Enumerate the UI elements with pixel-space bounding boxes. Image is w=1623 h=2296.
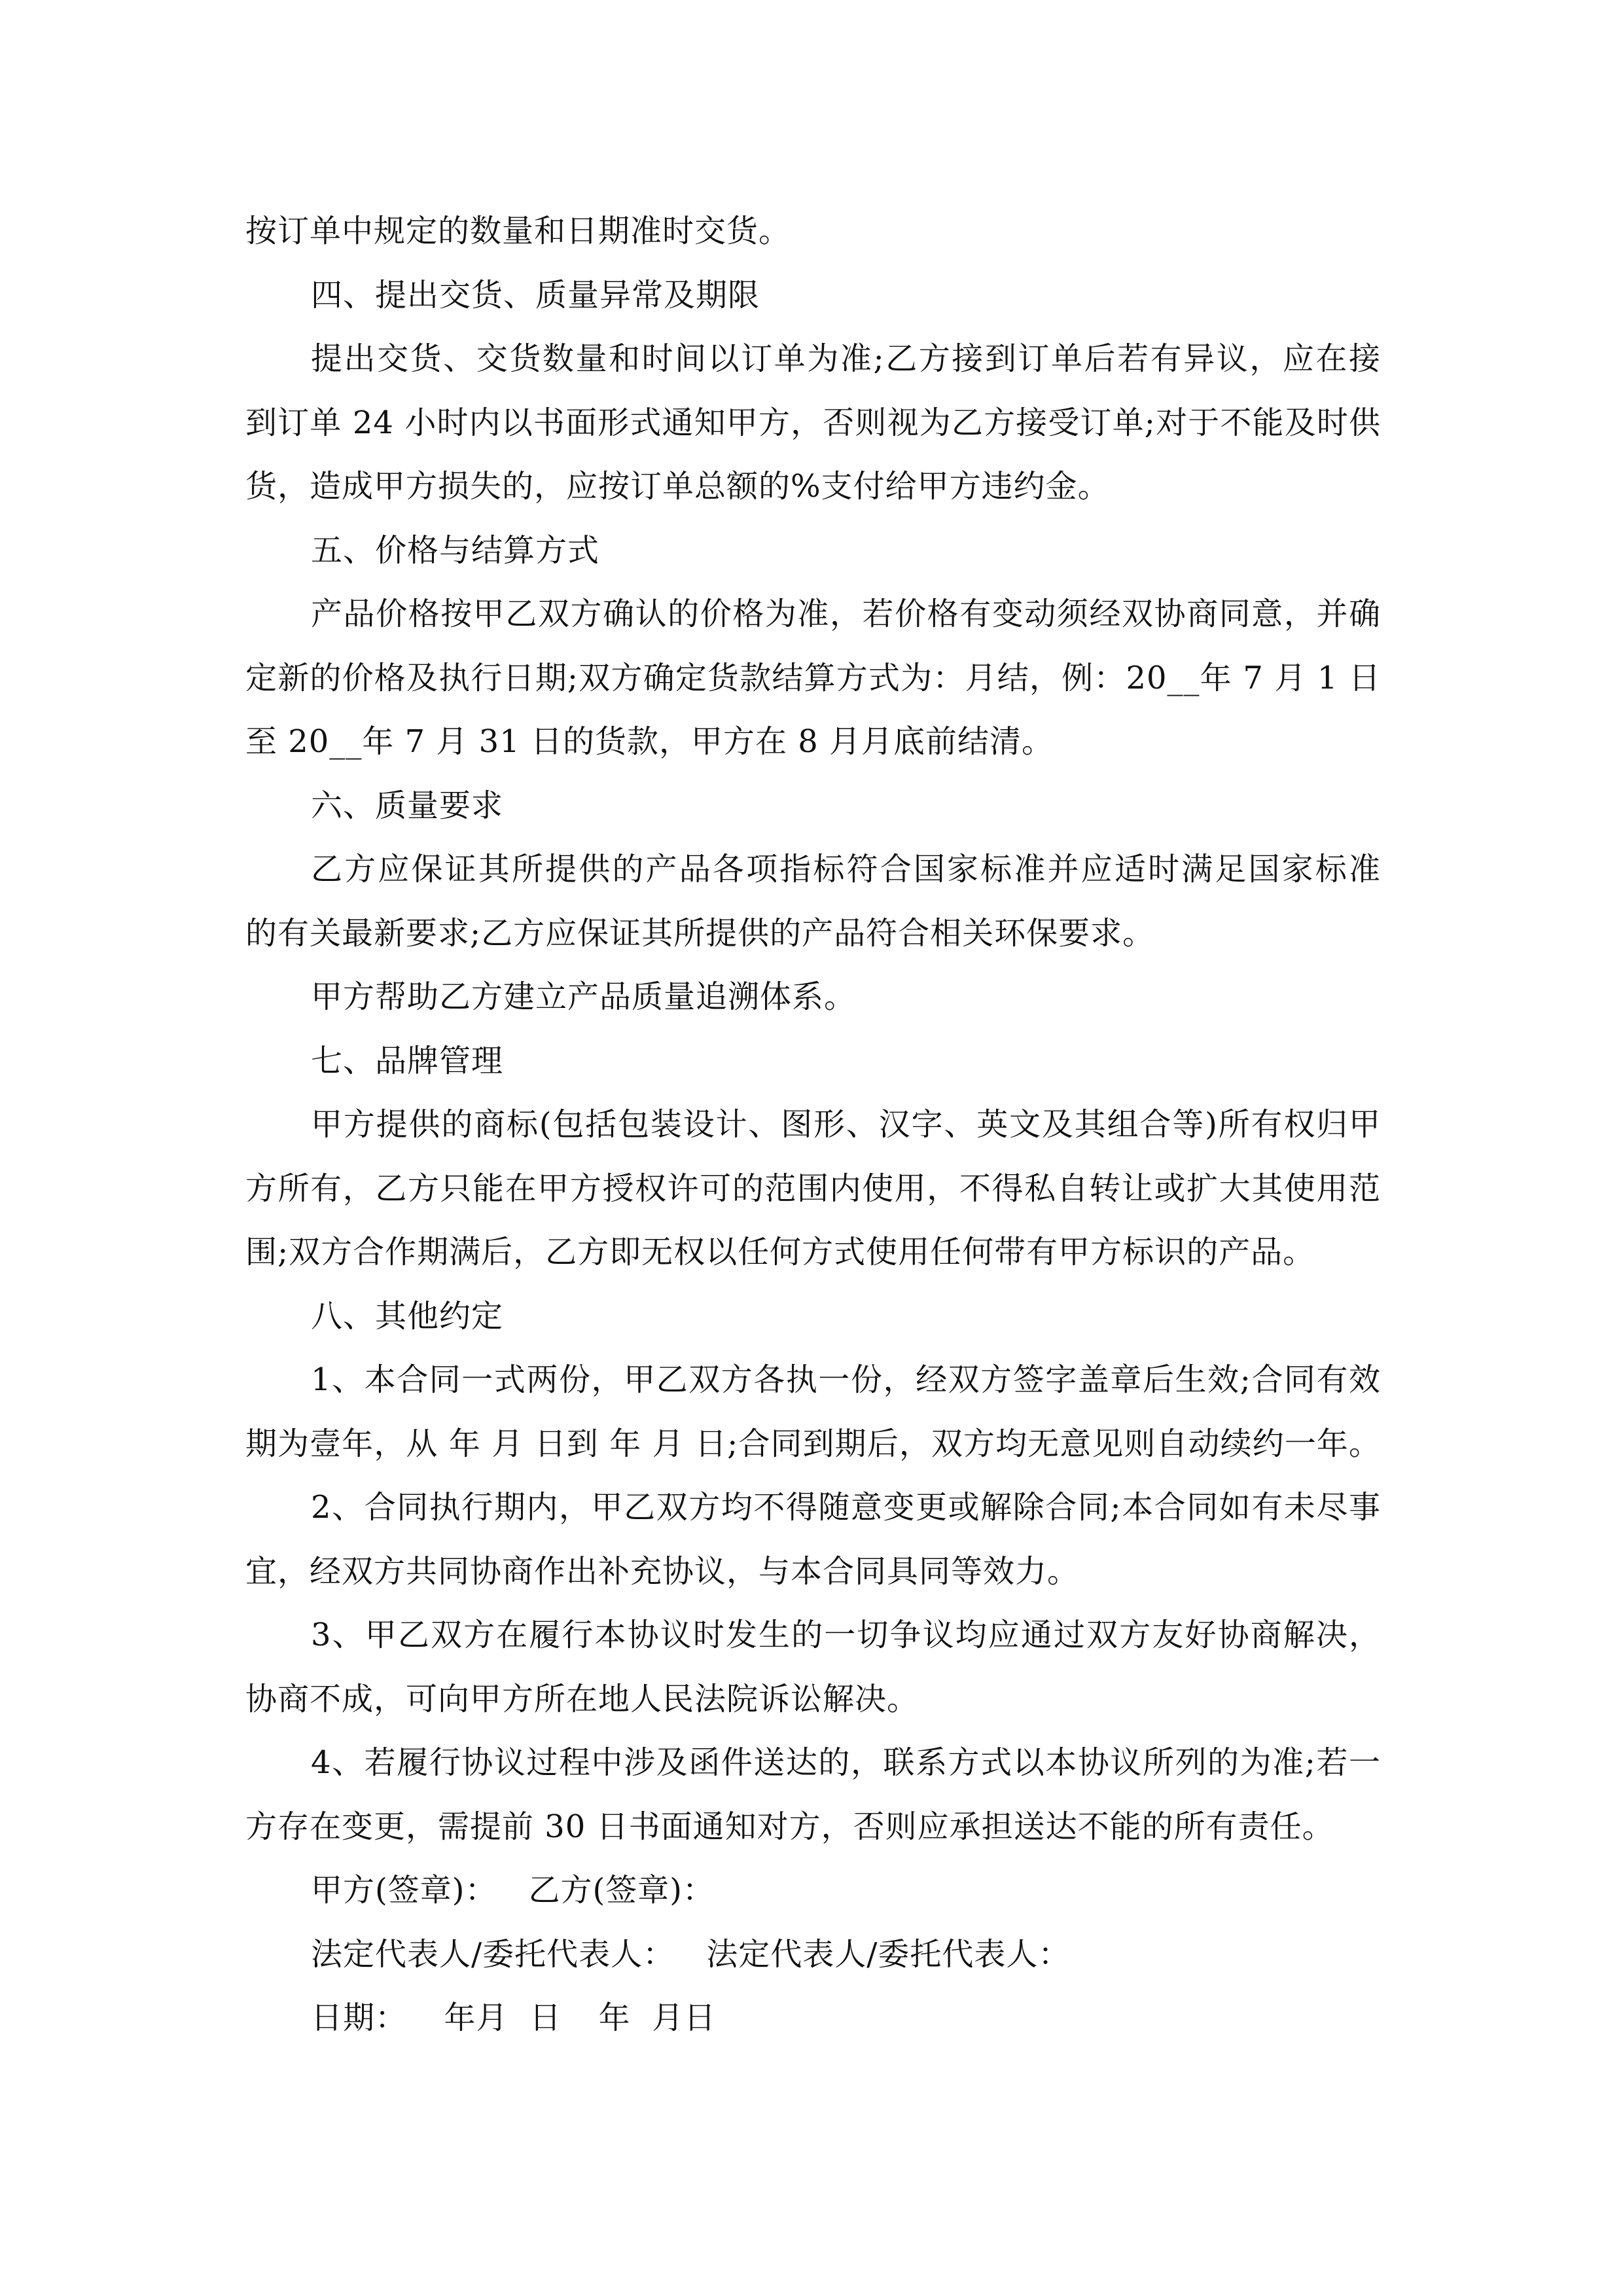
text-line: 协商不成，可向甲方所在地人民法院诉讼解决。 [245, 1680, 919, 1717]
section-heading-other: 八、其他约定 [311, 1297, 504, 1335]
text-line: 围;双方合作期满后，乙方即无权以任何方式使用任何带有甲方标识的产品。 [245, 1234, 1315, 1270]
party-a-signature-label: 甲方(签章)： [311, 1872, 497, 1909]
date-a: 年月 日 [444, 2000, 562, 2036]
text-line: 3、甲乙双方在履行本协议时发生的一切争议均应通过双方友好协商解决， [311, 1617, 1381, 1653]
text-line: 甲方帮助乙方建立产品质量追溯体系。 [311, 978, 857, 1015]
text-line: 期为壹年，从 年 月 日到 年 月 日;合同到期后，双方均无意见则自动续约一年。 [245, 1425, 1381, 1462]
text-line: 的有关最新要求;乙方应保证其所提供的产品符合相关环保要求。 [245, 914, 1155, 952]
section-heading-delivery: 四、提出交货、质量异常及期限 [311, 276, 760, 314]
text-line: 到订单 24 小时内以书面形式通知甲方，否则视为乙方接受订单;对于不能及时供 [245, 404, 1381, 441]
text-line: 1、本合同一式两份，甲乙双方各执一份，经双方签字盖章后生效;合同有效 [311, 1361, 1381, 1398]
section-heading-price: 五、价格与结算方式 [311, 531, 600, 569]
section-heading-brand: 七、品牌管理 [311, 1042, 504, 1079]
representative-row [245, 1923, 1381, 1987]
text-line: 方所有，乙方只能在甲方授权许可的范围内使用，不得私自转让或扩大其使用范 [245, 1170, 1381, 1207]
date-label: 日期： [311, 2000, 408, 2036]
text-line: 货，造成甲方损失的，应按订单总额的%支付给甲方违约金。 [245, 468, 1110, 505]
text-line: 提出交货、交货数量和时间以订单为准;乙方接到订单后若有异议，应在接 [311, 340, 1381, 377]
text-line: 2、合同执行期内，甲乙双方均不得随意变更或解除合同;本合同如有未尽事 [311, 1489, 1381, 1526]
date-row [245, 1986, 1381, 2051]
text-line: 4、若履行协议过程中涉及函件送达的，联系方式以本协议所列的为准;若一 [311, 1744, 1381, 1781]
text-line: 至 20__年 7 月 31 日的货款，甲方在 8 月月底前结清。 [245, 723, 1054, 760]
section-heading-quality: 六、质量要求 [311, 787, 504, 824]
party-b-representative-label: 法定代表人/委托代表人： [706, 1935, 1071, 1973]
signature-row [245, 1859, 1381, 1923]
party-b-signature-label: 乙方(签章)： [528, 1872, 715, 1909]
document-body [245, 200, 1381, 2051]
text-line: 乙方应保证其所提供的产品各项指标符合国家标准并应适时满足国家标准 [311, 851, 1381, 888]
text-line: 方存在变更，需提前 30 日书面通知对方，否则应承担送达不能的所有责任。 [245, 1808, 1334, 1845]
date-b: 年 月日 [598, 2000, 717, 2036]
text-line: 按订单中规定的数量和日期准时交货。 [245, 213, 791, 249]
text-line: 产品价格按甲乙双方确认的价格为准，若价格有变动须经双协商同意，并确 [311, 596, 1381, 632]
text-line: 宜，经双方共同协商作出补充协议，与本合同具同等效力。 [245, 1552, 1080, 1590]
text-line: 甲方提供的商标(包括包装设计、图形、汉字、英文及其组合等)所有权归甲 [311, 1106, 1381, 1143]
text-line: 定新的价格及执行日期;双方确定货款结算方式为：月结，例：20__年 7 月 1 日 [245, 659, 1381, 696]
party-a-representative-label: 法定代表人/委托代表人： [311, 1935, 675, 1973]
